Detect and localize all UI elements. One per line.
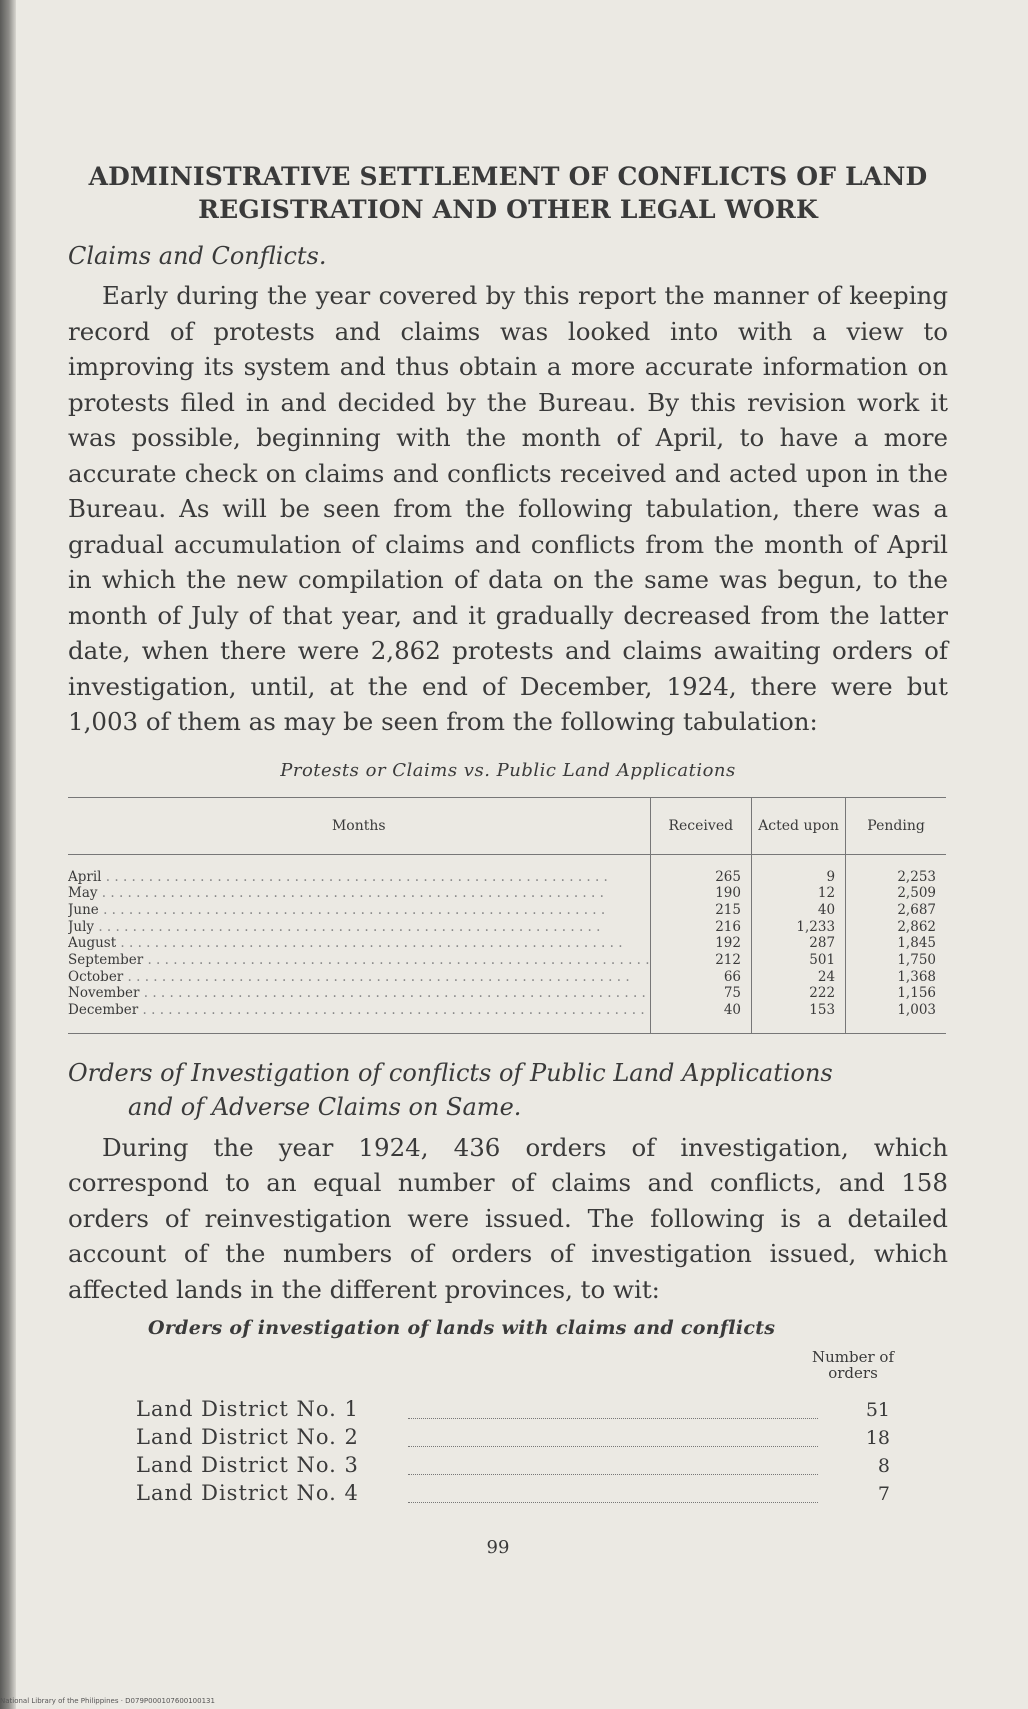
received-cell: 75	[723, 985, 741, 1002]
month-row: August . . . . . . . . . . . . . . . . . . . . . . . . . . . . . . . . . . . . . . . . . . . . . . . . . . . . . . . . . . .	[68, 935, 623, 952]
acted-cell: 287	[809, 935, 836, 952]
acted-cell: 12	[817, 885, 836, 902]
page-content	[68, 160, 948, 1558]
received-column	[650, 854, 751, 1033]
header-number-of-orders: Number of orders	[811, 1348, 894, 1383]
acted-cell: 40	[817, 901, 836, 918]
pending-cell: 2,509	[897, 885, 936, 902]
section-title-orders-line-2: and of Adverse Claims on Same.	[128, 1092, 522, 1121]
pending-cell: 1,845	[897, 935, 936, 952]
district-row	[68, 1425, 948, 1453]
pending-cell: 1,750	[897, 952, 936, 969]
month-row: June . . . . . . . . . . . . . . . . . . . . . . . . . . . . . . . . . . . . . . . . . . . . . . . . . . . . . . . . . . .	[68, 901, 606, 918]
page-number: 99	[486, 1537, 510, 1559]
pending-cell: 1,003	[897, 1002, 936, 1019]
month-row: May . . . . . . . . . . . . . . . . . . . . . . . . . . . . . . . . . . . . . . . . . . . . . . . . . . . . . . . . . . .	[68, 885, 604, 902]
pending-cell: 2,253	[897, 868, 936, 885]
paragraph-claims: Early during the year covered by this report the manner of keeping record of protests and claims was looked into with a view to improving its system and thus obtain a more accurate information on protests filed in and decided by the Bureau. By this revision work it was possible, beginning with the month of April, to have a more accurate check on claims and conflicts received and acted upon in the Bureau. As will be seen from the following tabulation, there was a gradual accumulation of claims and conflicts from the month of April in which the new compilation of data on the same was begun, to the month of July of that year, and it gradually decreased from the latter date, when there were 2,862 protests and claims awaiting orders of investigation, until, at the end of December, 1924, there were but 1,003 of them as may be seen from the following tabulation:	[68, 281, 948, 736]
table-caption-orders: Orders of investigation of lands with claims and conflicts	[148, 1317, 776, 1340]
paragraph-orders: During the year 1924, 436 orders of investigation, which correspond to an equal number of claims and conflicts, and 158 orders of reinvestigation were issued. The following is a detailed account of the numbers of orders of investigation issued, which affected lands in the different provinces, to wit:	[68, 1132, 948, 1304]
pending-cell: 1,368	[897, 968, 936, 985]
district-value: 51	[865, 1399, 890, 1422]
acted-cell: 1,233	[796, 918, 836, 935]
acted-cell: 24	[817, 968, 836, 985]
protests-table	[68, 797, 946, 1034]
pending-cell: 1,156	[897, 985, 936, 1002]
district-label: Land District No. 4	[136, 1481, 359, 1506]
months-cell: June	[68, 901, 99, 918]
received-cell: 66	[723, 968, 741, 985]
header-acted-upon: Acted upon	[752, 797, 846, 854]
district-row	[68, 1453, 948, 1481]
heading-line-2: REGISTRATION AND OTHER LEGAL WORK	[198, 195, 818, 224]
district-label: Land District No. 3	[136, 1453, 359, 1478]
district-list	[68, 1397, 948, 1509]
months-column	[68, 854, 650, 1033]
month-row: December . . . . . . . . . . . . . . . . . . . . . . . . . . . . . . . . . . . . . . . . . . . . . . . . . . . . . . . . . . .	[68, 1002, 645, 1019]
acted-column	[752, 854, 846, 1033]
dot-leader	[408, 1474, 818, 1475]
section-title-orders-line-1: Orders of Investigation of conflicts of Public Land Applications	[68, 1058, 833, 1087]
pending-cell: 2,862	[897, 918, 936, 935]
received-cell: 40	[723, 1002, 741, 1019]
district-value: 18	[865, 1427, 890, 1450]
dot-leader	[408, 1446, 818, 1447]
header-pending: Pending	[846, 797, 946, 854]
page-binding-edge	[0, 0, 16, 1709]
months-cell: August	[68, 935, 117, 952]
acted-cell: 501	[809, 952, 836, 969]
table-caption-protests: Protests or Claims vs. Public Land Applications	[280, 759, 736, 781]
district-value: 7	[877, 1483, 890, 1506]
district-row	[68, 1397, 948, 1425]
district-table-header	[68, 1339, 948, 1397]
header-received: Received	[650, 797, 751, 854]
dot-leader	[408, 1502, 818, 1503]
pending-column	[846, 854, 946, 1033]
month-row: July . . . . . . . . . . . . . . . . . . . . . . . . . . . . . . . . . . . . . . . . . . . . . . . . . . . . . . . . . . .	[68, 918, 601, 935]
month-row: September . . . . . . . . . . . . . . . . . . . . . . . . . . . . . . . . . . . . . . . . . . . . . . . . . . . . . . . . . . .	[68, 952, 650, 969]
month-row: April . . . . . . . . . . . . . . . . . . . . . . . . . . . . . . . . . . . . . . . . . . . . . . . . . . . . . . . . . . .	[68, 868, 608, 885]
district-value: 8	[877, 1455, 890, 1478]
month-row: November . . . . . . . . . . . . . . . . . . . . . . . . . . . . . . . . . . . . . . . . . . . . . . . . . . . . . . . . . . .	[68, 985, 646, 1002]
section-title-claims: Claims and Conflicts.	[68, 242, 327, 270]
pending-cell: 2,687	[897, 901, 936, 918]
received-cell: 216	[715, 918, 741, 935]
district-label: Land District No. 1	[136, 1397, 359, 1422]
received-cell: 192	[715, 935, 741, 952]
heading-line-1: ADMINISTRATIVE SETTLEMENT OF CONFLICTS OF LAND	[88, 162, 928, 191]
district-row	[68, 1481, 948, 1509]
acted-cell: 9	[826, 868, 836, 885]
months-cell: July	[68, 918, 95, 935]
months-cell: September	[68, 952, 144, 969]
months-cell: October	[68, 968, 124, 985]
month-row: October . . . . . . . . . . . . . . . . . . . . . . . . . . . . . . . . . . . . . . . . . . . . . . . . . . . . . . . . . . .	[68, 968, 630, 985]
received-cell: 265	[715, 868, 741, 885]
months-cell: April	[68, 868, 102, 885]
months-cell: December	[68, 1002, 139, 1019]
page-heading	[68, 160, 948, 226]
acted-cell: 222	[809, 985, 836, 1002]
dot-leader	[408, 1418, 818, 1419]
months-cell: November	[68, 985, 140, 1002]
received-cell: 215	[715, 901, 741, 918]
section-title-orders	[68, 1056, 948, 1124]
acted-cell: 153	[809, 1002, 836, 1019]
header-months: Months	[68, 797, 650, 854]
received-cell: 212	[715, 952, 741, 969]
district-label: Land District No. 2	[136, 1425, 359, 1450]
footer-note: National Library of the Philippines · D079P000107600100131	[0, 1697, 215, 1705]
months-cell: May	[68, 885, 98, 902]
received-cell: 190	[715, 885, 741, 902]
